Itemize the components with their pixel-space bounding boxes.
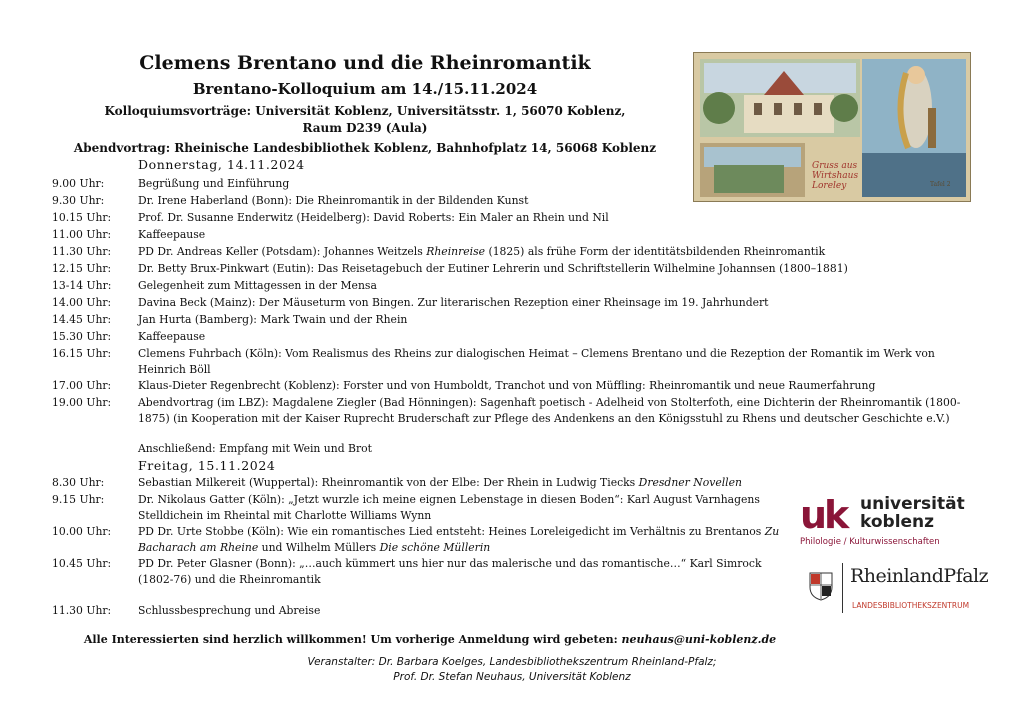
schedule-item <box>52 176 977 192</box>
title-italic: Die schöne Müllerin <box>379 540 491 554</box>
schedule-item <box>52 378 977 394</box>
uk-line-3: Philologie / Kulturwissenschaften <box>800 537 940 547</box>
schedule-description: Dr. Nikolaus Gatter (Köln): „Jetzt wurzle ich meine eignen Lebenstage in diesen Boden“: Karl August Varnhagens Stelldichein im Rheintal mit Charlotte Williams Wynn <box>138 493 760 522</box>
uk-line-2: koblenz <box>860 512 935 532</box>
schedule-item <box>52 346 977 377</box>
schedule-description: Abendvortrag (im LBZ): Magdalene Ziegler (Bad Hönningen): Sagenhaft poetisch - Adelheid von Stolterfoth, eine Dichterin der Rheinromantik (1800-1875) (in Kooperation mit der Kaiser Ruprecht Bruderschaft zur Pflege des Andenkens an den Königsstuhl zu Rhens und deutscher Geschichte e.V.) <box>138 396 961 425</box>
schedule-description: PD Dr. Peter Glasner (Bonn): „…auch kümmert uns hier nur das malerische und das romantische…“ Karl Simrock (1802-76) und die Rheinromantik <box>138 557 762 586</box>
schedule-description: Jan Hurta (Bamberg): Mark Twain und der Rhein <box>138 313 408 326</box>
schedule-time: 9.15 Uhr: <box>52 493 105 506</box>
schedule-time: 15.30 Uhr: <box>52 330 112 343</box>
uk-line-1: universität <box>860 494 965 514</box>
description-part: (1825) als frühe Form der identitätsbildenden Rheinromantik <box>485 245 826 258</box>
schedule-time: 14.00 Uhr: <box>52 296 112 309</box>
schedule-item <box>52 441 977 457</box>
title-italic: Zu Bacharach am Rheine <box>138 525 780 554</box>
schedule-time: 10.00 Uhr: <box>52 525 112 538</box>
schedule-time: 9.00 Uhr: <box>52 177 105 190</box>
schedule-time: 14.45 Uhr: <box>52 313 112 326</box>
schedule-item <box>52 329 977 345</box>
schedule-time: 10.45 Uhr: <box>52 557 112 570</box>
schedule-item <box>52 244 977 260</box>
schedule-description: Schlussbesprechung und Abreise <box>138 604 321 617</box>
description-part: PD Dr. Andreas Keller (Potsdam): Johannes Weitzels <box>138 245 427 258</box>
schedule-time: 19.00 Uhr: <box>52 396 112 409</box>
schedule-description: Dr. Betty Brux-Pinkwart (Eutin): Das Reisetagebuch der Eutiner Lehrerin und Schriftstellerin Wilhelmine Johannsen (1800–1881) <box>138 262 848 275</box>
schedule-description: Gelegenheit zum Mittagessen in der Mensa <box>138 279 377 292</box>
schedule-item <box>52 227 977 243</box>
university-koblenz-logo <box>800 495 980 550</box>
venue-line-2: Raum D239 (Aula) <box>302 121 428 135</box>
evening-venue: Abendvortrag: Rheinische Landesbibliothek Koblenz, Bahnhofplatz 14, 56068 Koblenz <box>73 141 657 155</box>
schedule-description <box>138 244 977 260</box>
schedule-time: 12.15 Uhr: <box>52 262 112 275</box>
schedule-item <box>52 475 977 491</box>
schedule-item <box>52 210 977 226</box>
schedule-time: 13-14 Uhr: <box>52 279 112 292</box>
schedule-item <box>52 524 787 555</box>
description-part: Sebastian Milkereit (Wuppertal): Rheinromantik von der Elbe: Der Rhein in Ludwig Tiecks <box>138 476 639 489</box>
schedule-description: Klaus-Dieter Regenbrecht (Koblenz): Forster und von Humboldt, Tranchot und von Müffling: Rheinromantik und neue Raumerfahrung <box>138 379 876 392</box>
rlp-name: RheinlandPfalz <box>850 565 989 587</box>
title-italic: Dresdner Novellen <box>638 476 742 489</box>
coat-of-arms-icon <box>808 571 834 601</box>
page-title: Clemens Brentano und die Rheinromantik <box>139 52 591 74</box>
schedule-item <box>52 278 977 294</box>
rheinland-pfalz-logo <box>808 563 989 621</box>
schedule-time: 11.00 Uhr: <box>52 228 112 241</box>
organizers-line-2: Prof. Dr. Stefan Neuhaus, Universität Koblenz <box>393 671 631 683</box>
schedule-time: 10.15 Uhr: <box>52 211 112 224</box>
schedule-description: Anschließend: Empfang mit Wein und Brot <box>138 442 372 455</box>
organizers-line-1: Veranstalter: Dr. Barbara Koelges, Landesbibliothekszentrum Rheinland-Pfalz; <box>307 656 717 668</box>
day-heading-friday: Freitag, 15.11.2024 <box>138 458 276 473</box>
schedule-time: 11.30 Uhr: <box>52 245 112 258</box>
page-subtitle: Brentano-Kolloquium am 14./15.11.2024 <box>192 80 538 98</box>
day-heading-thursday: Donnerstag, 14.11.2024 <box>138 157 305 172</box>
schedule-description <box>138 475 977 491</box>
schedule-time: 17.00 Uhr: <box>52 379 112 392</box>
schedule-description: Clemens Fuhrbach (Köln): Vom Realismus des Rheins zur dialogischen Heimat – Clemens Brentano und die Rezeption der Romantik im Werk von Heinrich Böll <box>138 347 935 376</box>
invitation-text: Alle Interessierten sind herzlich willkommen! Um vorherige Anmeldung wird gebeten: <box>83 633 618 646</box>
venue-line-1: Kolloquiumsvorträge: Universität Koblenz, Universitätsstr. 1, 56070 Koblenz, <box>104 104 626 118</box>
description-part: PD Dr. Urte Stobbe (Köln): Wie ein romantisches Lied entsteht: Heines Loreleigedicht im Verhältnis zu Brentanos <box>138 525 765 538</box>
schedule-description <box>138 524 787 555</box>
schedule-time: 16.15 Uhr: <box>52 347 112 360</box>
schedule-item <box>52 395 977 426</box>
postcard-caption: Gruss aus Wirtshaus Loreley <box>812 161 859 191</box>
schedule-description: Begrüßung und Einführung <box>138 177 290 190</box>
schedule-description: Dr. Irene Haberland (Bonn): Die Rheinromantik in der Bildenden Kunst <box>138 194 529 207</box>
schedule-description: Prof. Dr. Susanne Enderwitz (Heidelberg): David Roberts: Ein Maler an Rhein und Nil <box>138 211 609 224</box>
uk-mark: uk <box>800 493 847 537</box>
rlp-subtitle: LANDESBIBLIOTHEKSZENTRUM <box>852 601 970 610</box>
schedule-description: Kaffeepause <box>138 330 206 343</box>
title-italic: Rheinreise <box>426 245 486 258</box>
schedule-description: Davina Beck (Mainz): Der Mäuseturm von Bingen. Zur literarischen Rezeption einer Rheinsage im 19. Jahrhundert <box>138 296 769 309</box>
schedule-time: 11.30 Uhr: <box>52 604 112 617</box>
description-part: und Wilhelm Müllers <box>258 540 380 554</box>
schedule-item <box>52 193 977 209</box>
invitation-line <box>0 633 860 646</box>
registration-email-link[interactable]: neuhaus@uni-koblenz.de <box>621 633 777 646</box>
schedule-item <box>52 492 787 523</box>
schedule-item <box>52 312 977 328</box>
schedule-item <box>52 261 977 277</box>
schedule-item <box>52 295 977 311</box>
schedule-item <box>52 556 787 587</box>
schedule-description: Kaffeepause <box>138 228 206 241</box>
schedule-time: 8.30 Uhr: <box>52 476 105 489</box>
venue <box>40 103 690 137</box>
postcard-page-mark: Tafel 2 <box>930 181 951 188</box>
organizers <box>0 655 1024 685</box>
schedule-time: 9.30 Uhr: <box>52 194 105 207</box>
